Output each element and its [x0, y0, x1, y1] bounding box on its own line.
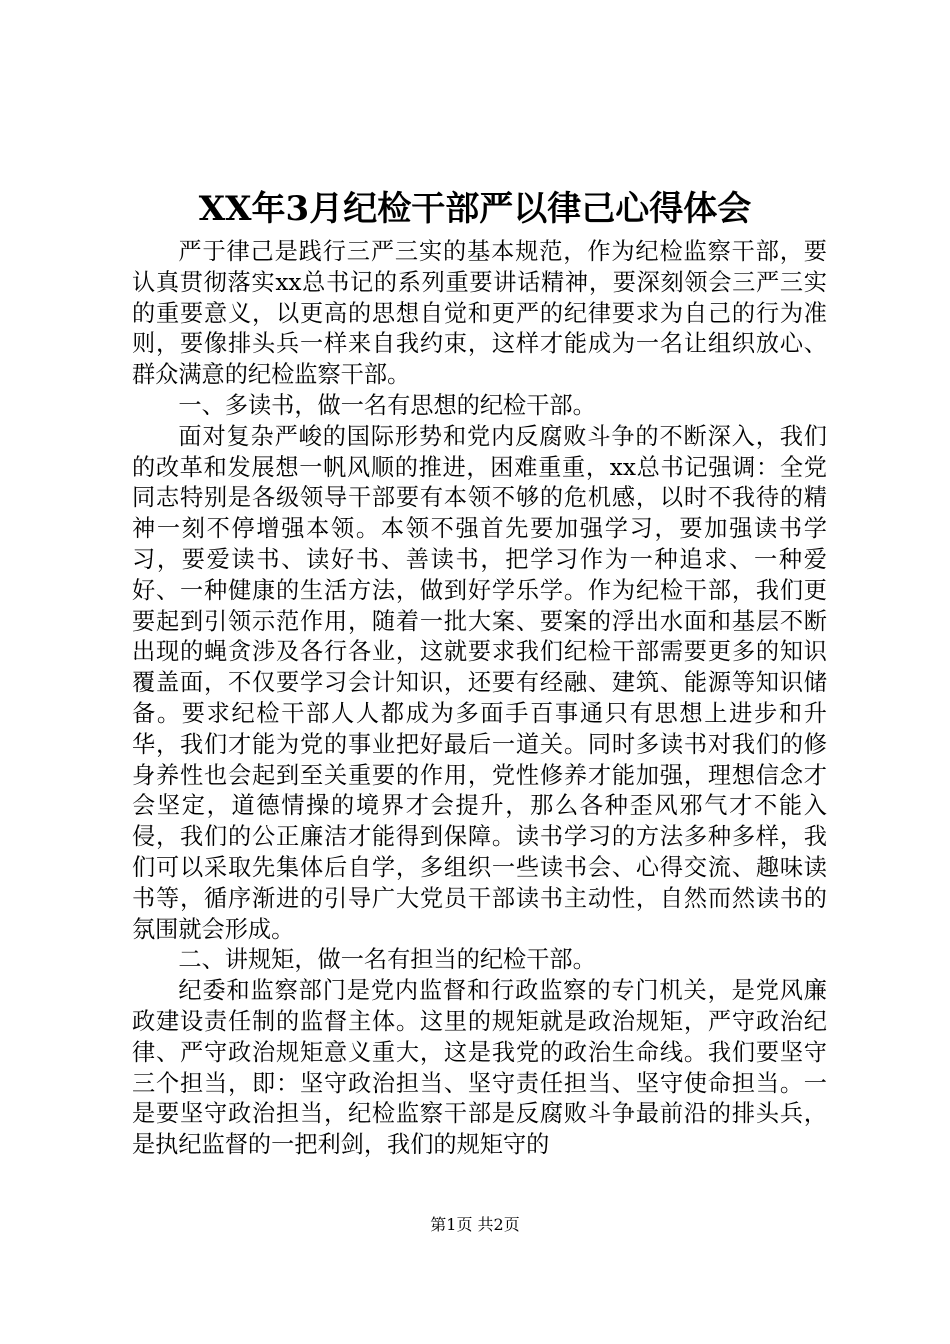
paragraph-section-1: 面对复杂严峻的国际形势和党内反腐败斗争的不断深入，我们的改革和发展想一帆风顺的推进，困难重重，xx总书记强调：全党同志特别是各级领导干部要有本领不够的危机感，以时不我待的精神一刻不停增强本领。本领不强首先要加强学习，要加强读书学习，要爱读书、读好书、善读书，把学习作为一种追求、一种爱好、一种健康的生活方法，做到好学乐学。作为纪检干部，我们更要起到引领示范作用，随着一批大案、要案的浮出水面和基层不断出现的蝇贪涉及各行各业，这就要求我们纪检干部需要更多的知识覆盖面，不仅要学习会计知识，还要有经融、建筑、能源等知识储备。要求纪检干部人人都成为多面手百事通只有思想上进步和升华，我们才能为党的事业把好最后一道关。同时多读书对我们的修身养性也会起到至关重要的作用，党性修养才能加强，理想信念才会坚定，道德情操的境界才会提升，那么各种歪风邪气才不能入侵，我们的公正廉洁才能得到保障。读书学习的方法多种多样，我们可以采取先集体后自学，多组织一些读书会、心得交流、趣味读书等，循序渐进的引导广大党员干部读书主动性，自然而然读书的氛围就会形成。	[132, 422, 827, 943]
paragraph-intro: 严于律己是践行三严三实的基本规范，作为纪检监察干部，要认真贯彻落实xx总书记的系列重要讲话精神，要深刻领会三严三实的重要意义，以更高的思想自觉和更严的纪律要求为自己的行为准则，要像排头兵一样来自我约束，这样才能成为一名让组织放心、群众满意的纪检监察干部。	[132, 238, 827, 389]
document-title: XX年3月纪检干部严以律己心得体会	[198, 189, 752, 229]
document-body	[132, 237, 827, 1161]
page-footer: 第1页 共2页	[430, 1215, 520, 1234]
section-heading-1: 一、多读书，做一名有思想的纪检干部。	[178, 391, 596, 419]
paragraph-section-2: 纪委和监察部门是党内监督和行政监察的专门机关，是党风廉政建设责任制的监督主体。这里的规矩就是政治规矩，严守政治纪律、严守政治规矩意义重大，这是我党的政治生命线。我们要坚守三个担当，即：坚守政治担当、坚守责任担当、坚守使命担当。一是要坚守政治担当，纪检监察干部是反腐败斗争最前沿的排头兵，是执纪监督的一把利剑，我们的规矩守的	[132, 977, 827, 1159]
section-heading-2: 二、讲规矩，做一名有担当的纪检干部。	[178, 946, 596, 974]
